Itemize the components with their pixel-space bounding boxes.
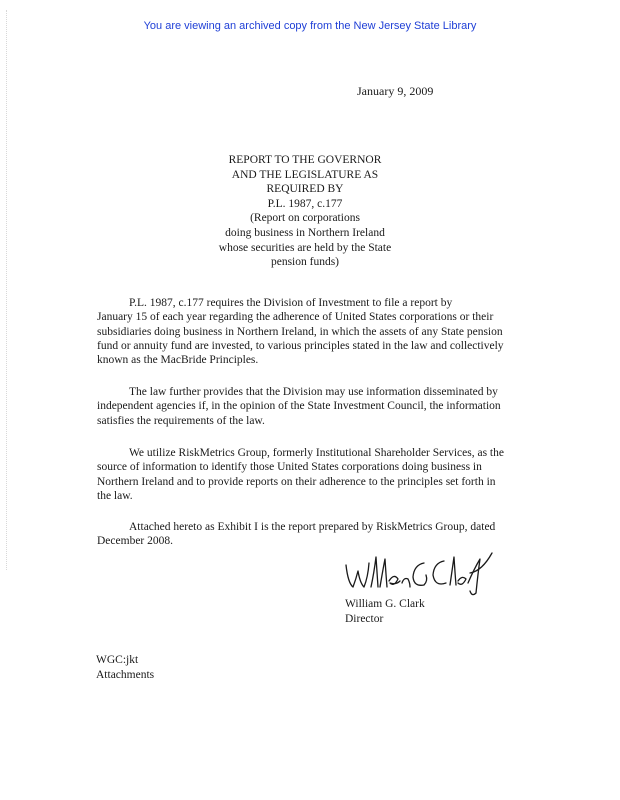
heading-line: pension funds) <box>270 256 340 269</box>
signer-title: Director <box>345 612 384 625</box>
enclosure-notation: Attachments <box>96 668 155 681</box>
scan-margin-specks <box>6 10 11 570</box>
paragraph-line: subsidiaries doing business in Northern Ireland, in which the assets of any State pension <box>97 325 503 338</box>
paragraph-line: Attached hereto as Exhibit I is the report prepared by RiskMetrics Group, dated <box>129 521 496 533</box>
paragraph-line: fund or annuity fund are invested, to various principles stated in the law and collectively <box>97 339 504 352</box>
paragraph-line: December 2008. <box>97 535 173 548</box>
paragraph-line: independent agencies if, in the opinion of the State Investment Council, the information <box>97 400 501 413</box>
heading-line: doing business in Northern Ireland <box>225 226 385 239</box>
paragraph-law-provision <box>97 385 535 428</box>
heading-line: REPORT TO THE GOVERNOR <box>228 154 382 166</box>
archive-banner: You are viewing an archived copy from the New Jersey State Library <box>143 20 477 32</box>
paragraph-line: source of information to identify those United States corporations doing business in <box>97 461 482 474</box>
heading-line: AND THE LEGISLATURE AS <box>231 168 379 181</box>
paragraph-line: the law. <box>97 489 133 502</box>
heading-line: whose securities are held by the State <box>218 241 392 254</box>
paragraph-line: Northern Ireland and to provide reports on their adherence to the principles set forth in <box>97 475 496 488</box>
paragraph-line: January 15 of each year regarding the adherence of United States corporations or their <box>97 311 494 324</box>
signer-block <box>345 597 425 626</box>
paragraph-line: satisfies the requirements of the law. <box>97 414 265 427</box>
paragraph-line: P.L. 1987, c.177 requires the Division of Investment to file a report by <box>129 297 453 309</box>
report-heading <box>0 153 610 270</box>
paragraph-riskmetrics <box>97 446 535 503</box>
heading-line: REQUIRED BY <box>266 183 344 196</box>
paragraph-line: The law further provides that the Division may use information disseminated by <box>129 386 498 398</box>
heading-line: (Report on corporations <box>250 212 360 225</box>
paragraph-line: We utilize RiskMetrics Group, formerly Institutional Shareholder Services, as the <box>129 447 504 459</box>
paragraph-line: known as the MacBride Principles. <box>97 354 259 367</box>
handwritten-signature <box>340 543 500 599</box>
letter-date: January 9, 2009 <box>357 84 434 98</box>
letter-footer <box>96 653 154 682</box>
heading-line: P.L. 1987, c.177 <box>267 197 343 210</box>
reference-initials: WGC:jkt <box>96 654 139 666</box>
signer-name: William G. Clark <box>345 598 425 610</box>
paragraph-requirement <box>97 296 535 367</box>
